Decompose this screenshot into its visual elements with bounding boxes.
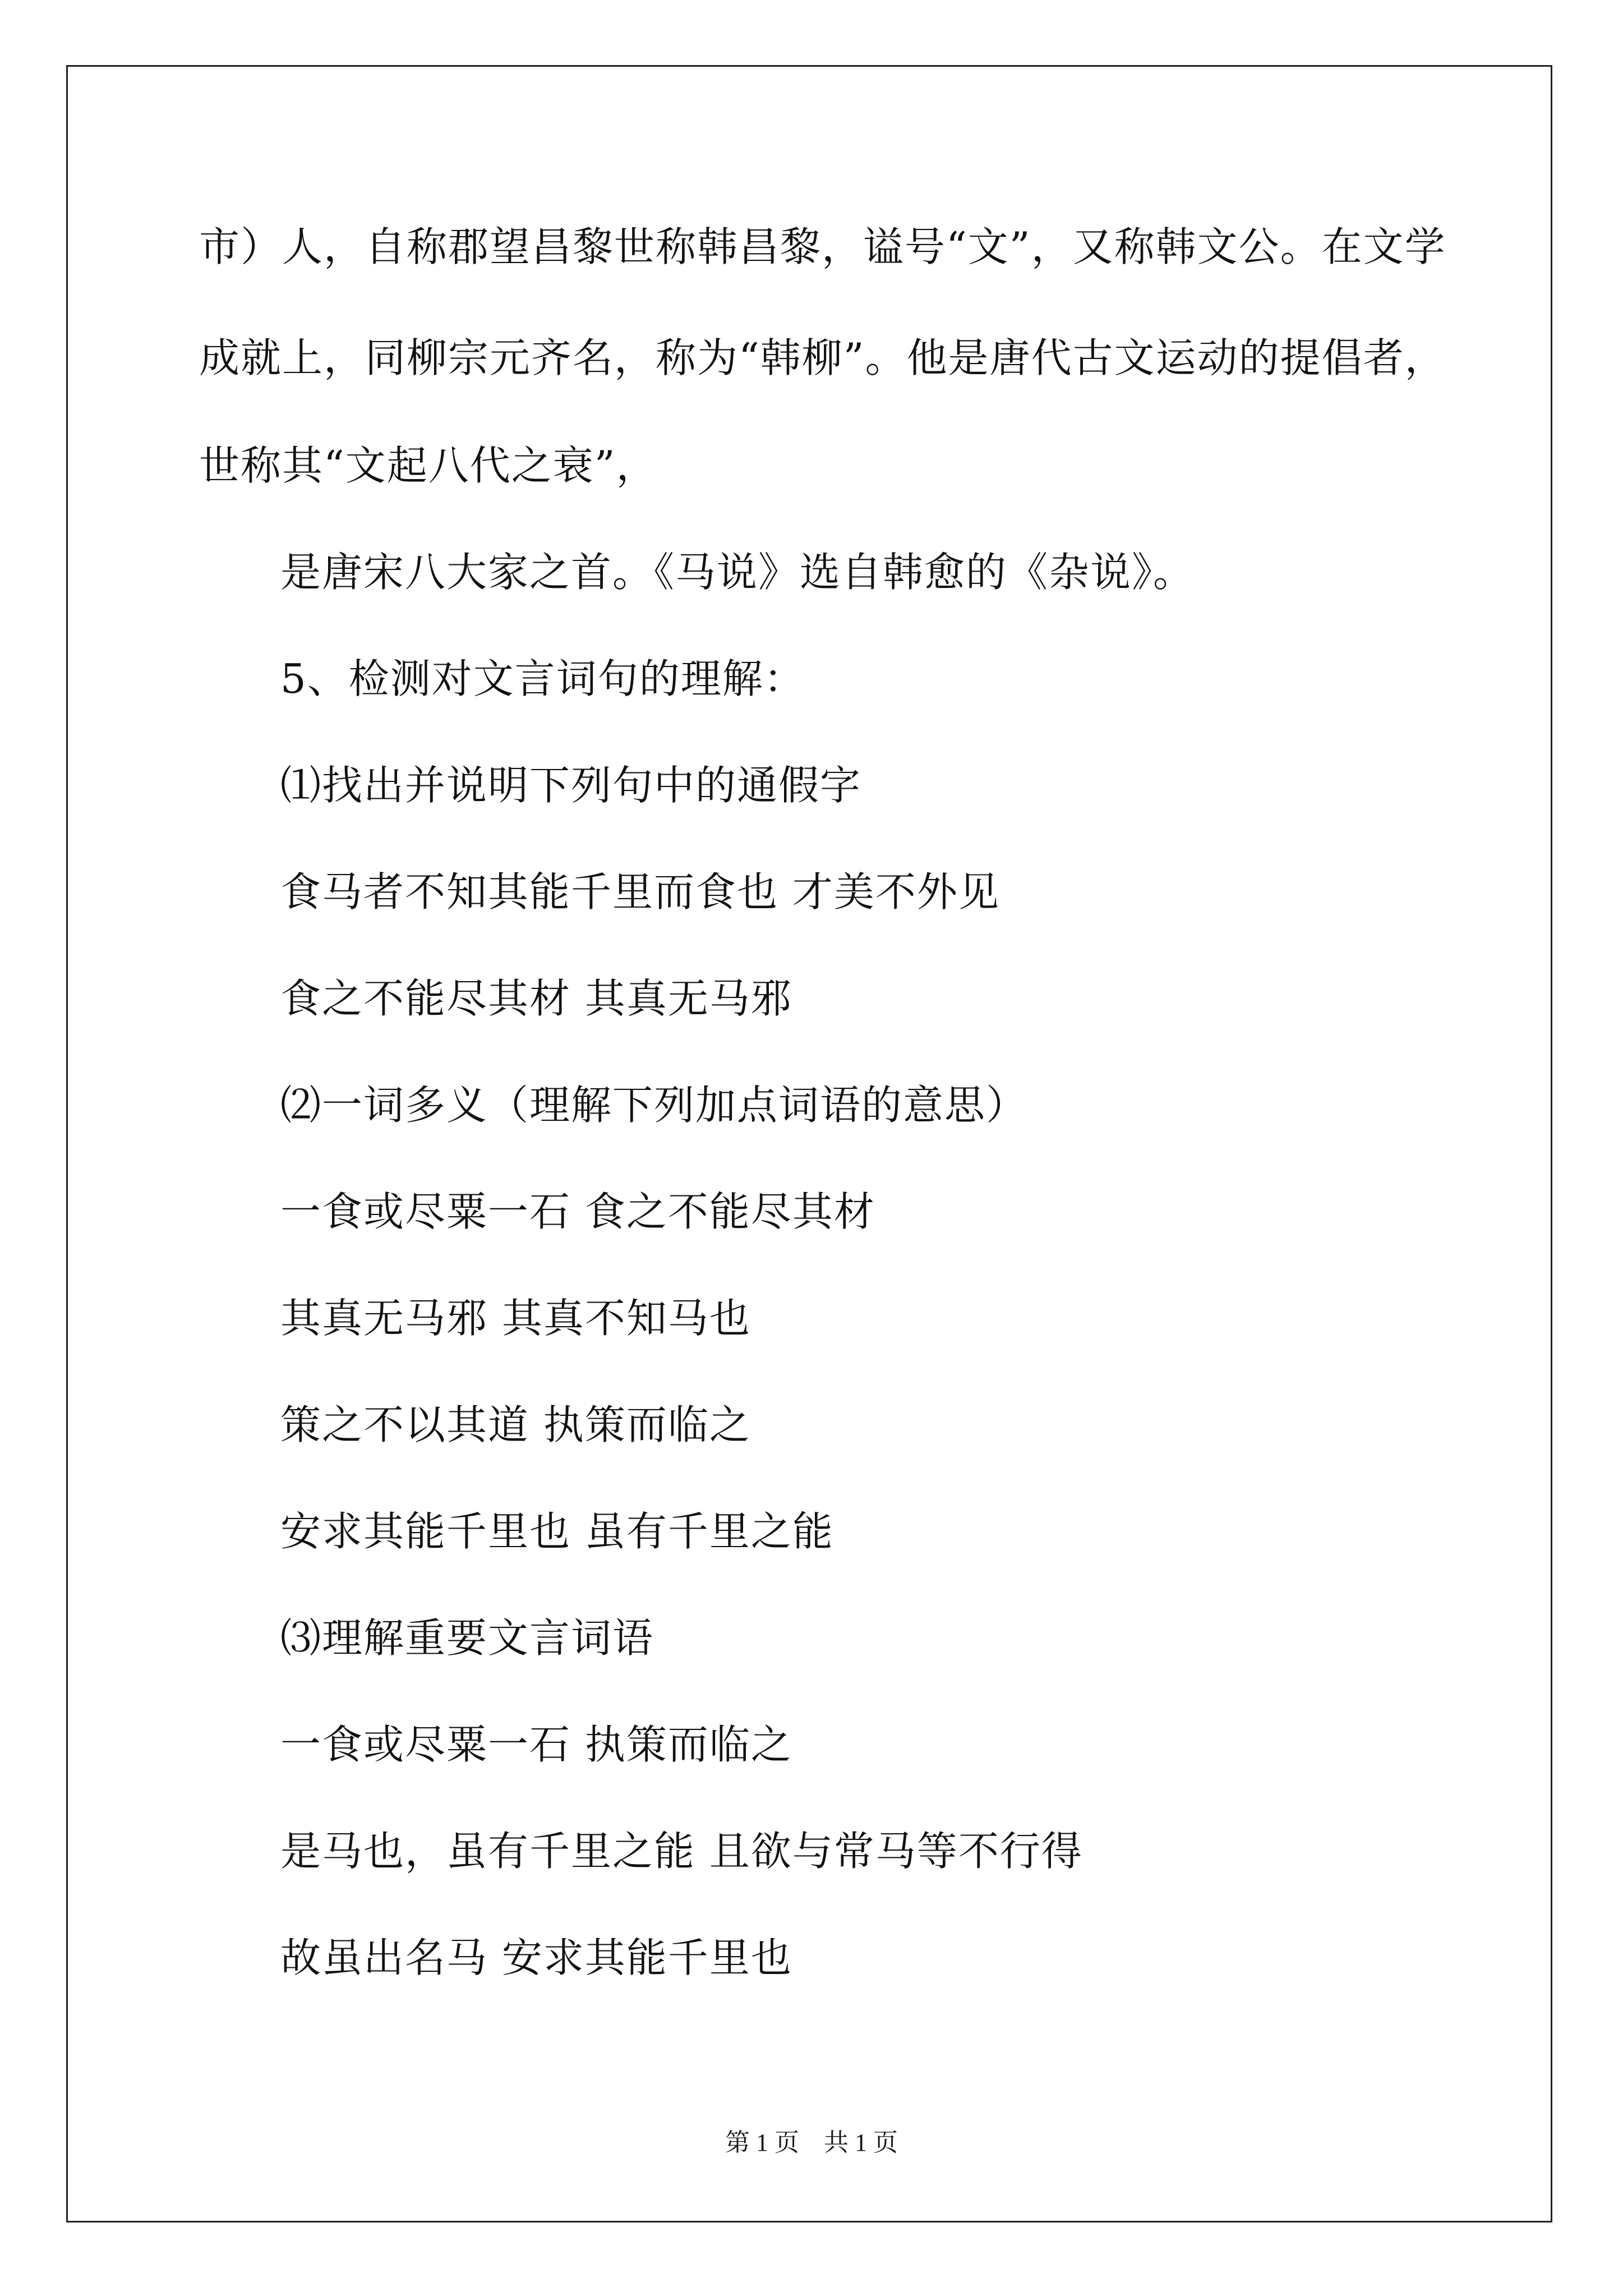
paragraph-line: 世称其“文起八代之衰”， <box>199 442 658 489</box>
question-heading: ⑶理解重要文言词语 <box>280 1614 654 1662</box>
paragraph-line: 是马也，虽有千里之能 且欲与常马等不行得 <box>280 1828 1083 1875</box>
paragraph-line: 成就上，同柳宗元齐名，称为“韩柳”。他是唐代古文运动的提倡者， <box>199 334 1446 381</box>
page-footer: 第 1 页 共 1 页 <box>725 2129 898 2156</box>
paragraph-line: 故虽出名马 安求其能千里也 <box>280 1934 792 1981</box>
question-heading: ⑵一词多义（理解下列加点词语的意思） <box>280 1082 1028 1129</box>
paragraph-line: 市）人，自称郡望昌黎世称韩昌黎，谥号“文”，又称韩文公。在文学 <box>199 223 1446 270</box>
paragraph-line: 食之不能尽其材 其真无马邪 <box>280 975 792 1022</box>
page-border <box>66 65 1552 2223</box>
section-heading: 5、检测对文言词句的理解： <box>280 655 805 702</box>
paragraph-line: 一食或尽粟一石 执策而临之 <box>280 1721 792 1768</box>
paragraph-line: 一食或尽粟一石 食之不能尽其材 <box>280 1188 875 1235</box>
question-heading: ⑴找出并说明下列句中的通假字 <box>280 762 862 809</box>
paragraph-line: 食马者不知其能千里而食也 才美不外见 <box>280 868 1000 915</box>
paragraph-line: 策之不以其道 执策而临之 <box>280 1401 751 1448</box>
paragraph-line: 是唐宋八大家之首。《马说》选自韩愈的《杂说》。 <box>280 549 1195 596</box>
paragraph-line: 其真无马邪 其真不知马也 <box>280 1295 751 1342</box>
paragraph-line: 安求其能千里也 虽有千里之能 <box>280 1508 834 1555</box>
